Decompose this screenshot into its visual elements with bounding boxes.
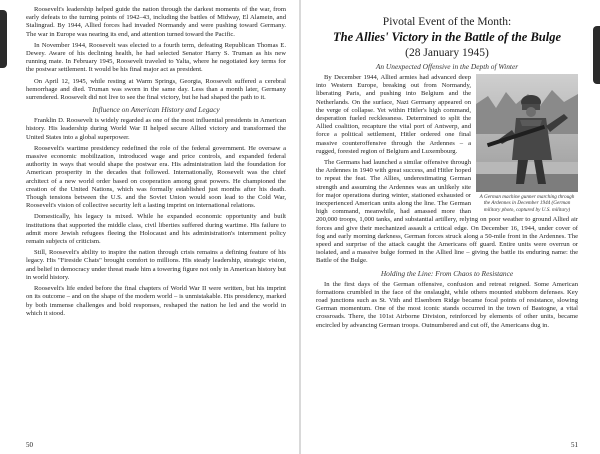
left-thumb-tab bbox=[0, 10, 7, 68]
left-paragraph: On April 12, 1945, while resting at Warm Springs, Georgia, Roosevelt suffered a cerebral hemorrhage and died. Truman was sworn in the same day. Less than a month later, Germany surrendered. Roosevelt did not live to see the final victory, but he had shaped the path to it. bbox=[26, 77, 286, 102]
left-paragraph: In November 1944, Roosevelt was elected to a fourth term, defeating Republican Thomas E. Dewey. Aware of his declining health, he had selected Senator Harry S. Truman as his new running mate. In February 1945, Roosevelt traveled to Yalta, where he negotiated key terms for the postwar settlement. It would be his final major act as president. bbox=[26, 41, 286, 74]
photo-caption: A German machine gunner marching through the Ardennes in December 1944 (German military photo, captured by U.S. military) bbox=[479, 194, 575, 213]
right-paragraph: In the first days of the German offensive, confusion and retreat reigned. Some American formations crumbled in the face of the onslaught, while others mounted stubborn defenses. Key road junctions such as St. Vith and Elsenborn Ridge became focal points of resistance, slowing German momentum. One of the most iconic stands occurred in the town of Bastogne, a vital crossroads. There, the 101st Airborne Division, reinforced by elements of other units, became encircled by advancing German troops. Outnumbered and cut off, the Americans dug in. bbox=[316, 280, 578, 329]
resistance-subheading: Holding the Line: From Chaos to Resistance bbox=[380, 268, 514, 278]
legacy-subheading: Influence on American History and Legacy bbox=[92, 105, 220, 115]
left-paragraph: Roosevelt's leadership helped guide the nation through the darkest moments of the war, from early defeats to the turning points of 1942–43, including the battles of Midway, El Alamein, and Stalingrad. By 1944, Allied forces had invaded Normandy and were pushing toward Germany. The war in Europe was nearing its end, and attention turned toward the Pacific. bbox=[26, 6, 286, 38]
article-title: The Allies' Victory in the Battle of the Bulge bbox=[332, 30, 561, 44]
left-paragraph: Still, Roosevelt's ability to inspire the nation through crisis remains a defining feature of his legacy. His "Fireside Chats" brought comfort to millions. His steady leadership, strategic vision, and belief in democracy under threat made him a towering figure not only in American history but in world history. bbox=[26, 249, 286, 281]
right-page bbox=[300, 0, 600, 454]
right-paragraph: The Germans had launched a similar offensive through the Ardennes in 1940 with great success, and Hitler hoped to repeat the feat. The Allies, underestimating German strength and assuming the Ardennes was an unlikely site for major operations during winter, stationed exhausted or inexperienced American units along the line. The German high command, meanwhile, had amassed more than 200,000 troops, 1,000 tanks, and substantial artillery, relying on poor weather to ground Allied air forces and give their mechanized assault a critical edge. On December 16, 1944, under cover of fog and early morning darkness, German forces struck along a 50-mile front in the Ardennes. The speed and surprise of the attack caught the Americans off guard. Entire units were overrun or isolated, and a massive bulge formed in the Allied line – giving the battle its enduring name: the Battle of the Bulge. bbox=[316, 159, 578, 265]
soldier-photo bbox=[476, 74, 578, 192]
right-thumb-tab bbox=[593, 26, 600, 84]
left-paragraph: Domestically, his legacy is mixed. While he expanded economic opportunity and built institutions that supported the middle class, civil liberties suffered during wartime. His failure to admit more Jewish refugees fleeing the Holocaust and his administration's internment policy remain subjects of criticism. bbox=[26, 213, 286, 246]
soldier-photo-image bbox=[476, 74, 578, 192]
page-gutter bbox=[299, 0, 301, 454]
right-paragraph: By December 1944, Allied armies had advanced deep into Western Europe, breaking out from Normandy, liberating Paris, and pushing into Belgium and the Netherlands. On the surface, Nazi Germany appeared on the verge of collapse. Yet within Hitler's high command, desperation fueled recklessness. Determined to split the Allied coalition, recapture the vital port of Antwerp, and force a political settlement, Hitler ordered one final massive counteroffensive through the Ardennes – a rugged, forested region of Belgium and Luxembourg. bbox=[316, 74, 471, 155]
left-paragraph: Franklin D. Roosevelt is widely regarded as one of the most influential presidents in American history. His leadership during World War II helped secure Allied victory and transformed the United States into a global superpower. bbox=[26, 117, 286, 141]
page-number-right: 51 bbox=[571, 441, 578, 449]
left-paragraph: Roosevelt's wartime presidency redefined the role of the federal government. He oversaw a massive economic mobilization, introduced wage and price controls, and expanded federal authority in ways that would shape the postwar era. His administration laid the foundation for American prosperity in the decades that followed. Internationally, Roosevelt was the chief architect of a new world order based on cooperation among great powers. He championed the creation of the United Nations, which was formally established just months after his death. Though tensions between the U.S. and the Soviet Union would soon lead to the Cold War, Roosevelt's vision of collective security left a lasting imprint on international relations. bbox=[26, 144, 286, 210]
offensive-subheading: An Unexpected Offensive in the Depth of Winter bbox=[375, 62, 519, 71]
event-date: (28 January 1945) bbox=[405, 47, 489, 59]
left-paragraph: Roosevelt's life ended before the final chapters of World War II were written, but his imprint on its outcome – and on the shape of the modern world – is unmistakable. His presidency, marked by both immense challenges and bold responses, reshaped the nation he led and the world in which it stood. bbox=[26, 285, 286, 317]
section-label: Pivotal Event of the Month: bbox=[382, 16, 512, 28]
page-number-left: 50 bbox=[26, 441, 33, 449]
photo-figure bbox=[476, 74, 578, 213]
